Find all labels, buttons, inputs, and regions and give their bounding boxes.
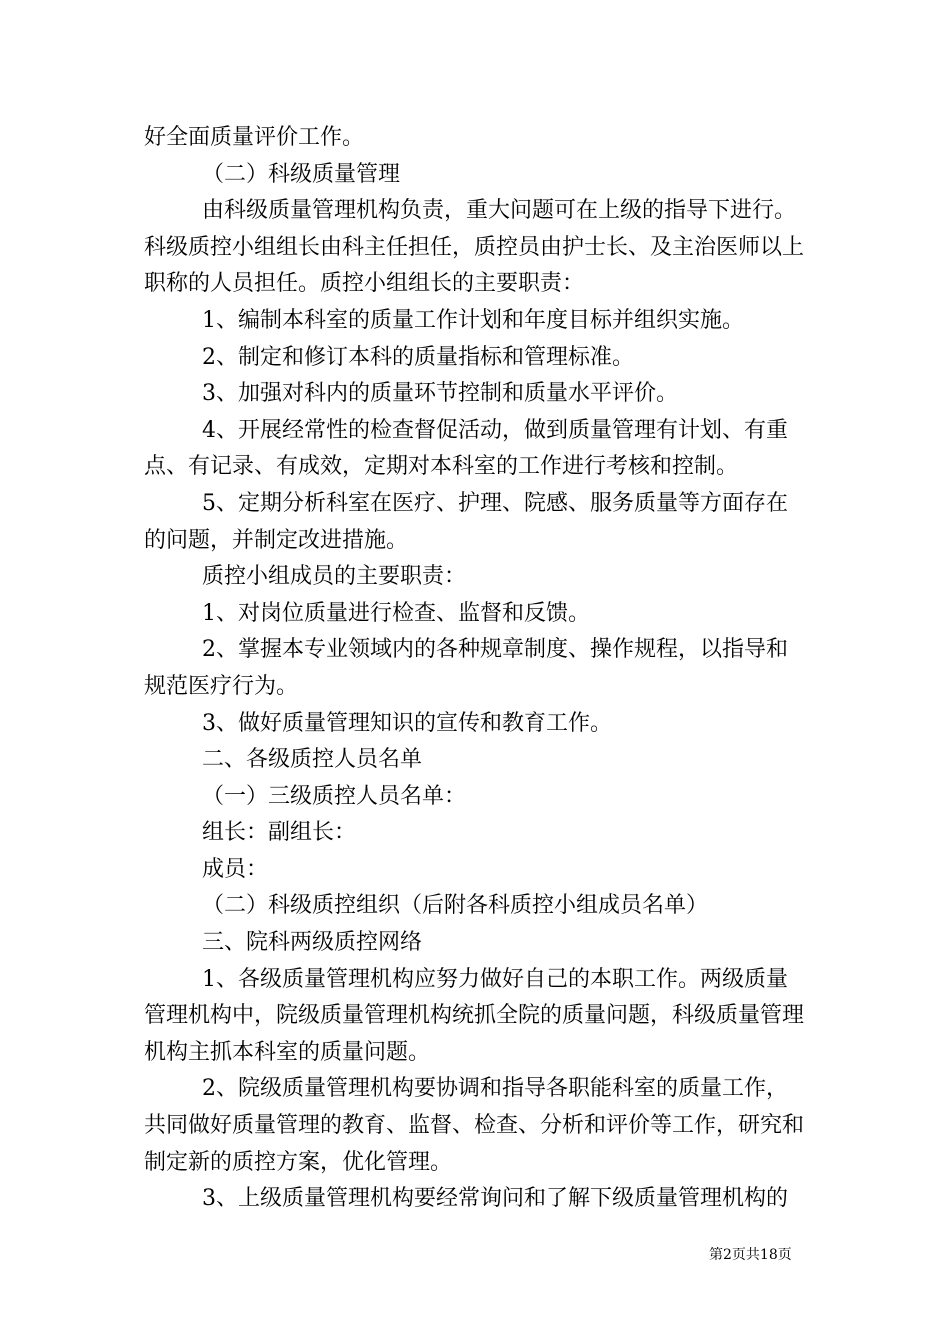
section-heading: （一）三级质控人员名单：	[202, 783, 467, 809]
document-body	[144, 120, 808, 1218]
paragraph: 由科级质量管理机构负责，重大问题可在上级的指导下进行。科级质控小组组长由科主任担任，质控员由护士长、及主治医师以上职称的人员担任。质控小组组长的主要职责：	[144, 198, 805, 297]
list-item: 3、加强对科内的质量环节控制和质量水平评价。	[202, 381, 678, 407]
list-item: 5、定期分析科室在医疗、护理、院感、服务质量等方面存在的问题，并制定改进措施。	[144, 490, 788, 553]
list-item: 1、对岗位质量进行检查、监督和反馈。	[202, 600, 590, 626]
list-item: 3、做好质量管理知识的宣传和教育工作。	[202, 710, 612, 736]
paragraph: 成员：	[202, 856, 269, 882]
section-heading: （二）科级质量管理	[202, 161, 401, 187]
list-item: 2、掌握本专业领域内的各种规章制度、操作规程，以指导和规范医疗行为。	[144, 637, 788, 699]
paragraph: 质控小组成员的主要职责：	[202, 564, 467, 590]
section-heading: 三、院科两级质控网络	[202, 930, 423, 956]
list-item: 3、上级质量管理机构要经常询问和了解下级质量管理机构的	[202, 1186, 788, 1212]
paragraph: 好全面质量评价工作。	[144, 125, 365, 150]
paragraph: 组长：副组长：	[202, 820, 357, 846]
section-heading: 二、各级质控人员名单	[202, 747, 423, 773]
list-item: 1、各级质量管理机构应努力做好自己的本职工作。两级质量管理机构中，院级质量管理机构统抓全院的质量问题，科级质量管理机构主抓本科室的质量问题。	[144, 966, 805, 1065]
list-item: 4、开展经常性的检查督促活动，做到质量管理有计划、有重点、有记录、有成效，定期对本科室的工作进行考核和控制。	[144, 417, 788, 480]
list-item: 2、院级质量管理机构要协调和指导各职能科室的质量工作，共同做好质量管理的教育、监督、检查、分析和评价等工作，研究和制定新的质控方案，优化管理。	[144, 1076, 805, 1175]
list-item: 2、制定和修订本科的质量指标和管理标准。	[202, 344, 634, 370]
section-heading: （二）科级质控组织（后附各科质控小组成员名单）	[202, 893, 709, 919]
page-number: 第2页共18页	[709, 1247, 792, 1263]
list-item: 1、编制本科室的质量工作计划和年度目标并组织实施。	[202, 307, 744, 333]
